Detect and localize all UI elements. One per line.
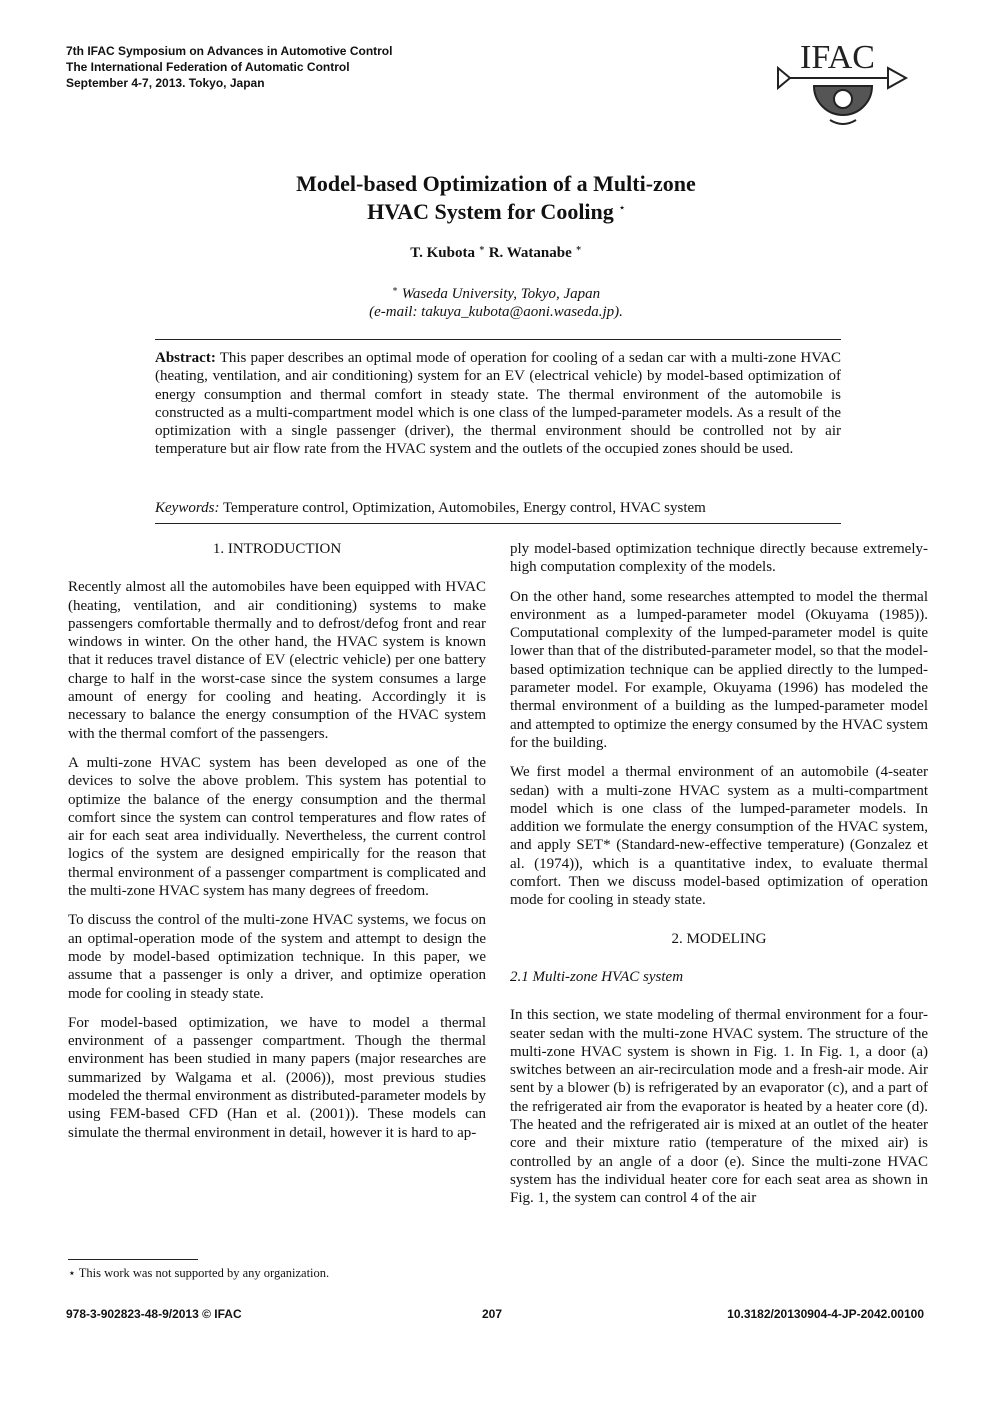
footnote-mark: ⋆ (68, 1266, 76, 1280)
footnote (68, 1265, 329, 1281)
keywords-bottom-rule (155, 523, 841, 524)
footnote-rule (68, 1259, 198, 1260)
paragraph: On the other hand, some researches attempted to model the thermal environment as a lumped-parameter model (Okuyama (1985)). Computational complexity of the lumped-parameter model is quite lower than that of the distributed-parameter model, so that the model-based optimization technique can be applied directly to the lumped-parameter model. For example, Okuyama (1996) has modeled the thermal environment of a building as the lumped-parameter model and attempted to optimize the energy consumed by the HVAC system for the building. (510, 588, 928, 751)
affiliation-email: (e-mail: takuya_kubota@aoni.waseda.jp). (369, 304, 623, 320)
abstract-label: Abstract: (155, 350, 216, 366)
paragraph: To discuss the control of the multi-zone HVAC systems, we focus on an optimal-operation mode of the system and attempt to design the mode by model-based optimization technique. In this paper, we assume that a passenger is only a driver, and optimize operation mode for cooling in steady state. (68, 912, 486, 1002)
paragraph: ply model-based optimization technique directly because extremely-high computation complexity of the models. (510, 541, 928, 576)
subsection-heading: 2.1 Multi-zone HVAC system (510, 968, 684, 985)
abstract-text: This paper describes an optimal mode of operation for cooling of a sedan car with a multi-zone HVAC (heating, ventilation, and air conditioning) system for an EV (electrical vehicle) by model-based optimization of energy consumption and thermal comfort in steady state. The thermal environment of the automobile is constructed as a multi-compartment model which is one class of the lumped-parameter models. As a result of the optimization with a single passenger (driver), the thermal environment should be controlled not by air temperature but air flow rate from the HVAC system and the outlets of the occupied zones should be used. (155, 350, 841, 458)
ifac-logo-text: IFAC (800, 39, 875, 76)
title-line-1: Model-based Optimization of a Multi-zone (296, 171, 696, 196)
abstract (155, 349, 841, 459)
affiliation-mark: ∗ (391, 284, 398, 294)
header-line-3: September 4-7, 2013. Tokyo, Japan (66, 76, 265, 90)
paragraph: We first model a thermal environment of an automobile (4-seater sedan) with a multi-zone HVAC system as a multi-compartment model which is one class of the lumped-parameter models. In addition we formulate the energy consumption of the HVAC system, and apply SET* (Standard-new-effective temperature) (Gonzalez et al. (1974)), which is a quantitative index, to evaluate thermal comfort. Then we discuss model-based optimization of operation mode for cooling in steady state. (510, 764, 928, 909)
header-line-1: 7th IFAC Symposium on Advances in Automotive Control (66, 44, 393, 58)
paragraph: In this section, we state modeling of thermal environment for a four-seater sedan with the multi-zone HVAC system. The structure of the multi-zone HVAC system is shown in Fig. 1. In Fig. 1, a door (a) switches between an air-recirculation mode and a fresh-air mode. Air sent by a blower (b) is refrigerated by an evaporator (c), and a part of the refrigerated air from the evaporator is heated by a heater core (d). The heated and the refrigerated air is mixed at an outlet of the heater core and their mixture ratio (temperature of the mixed air) is controlled by an angle of a door (e). Since the multi-zone HVAC system has the individual heater core for each seat area as shown in Fig. 1, the system can control 4 of the air (510, 1007, 928, 1207)
footer-doi: 10.3182/20130904-4-JP-2042.00100 (727, 1307, 924, 1321)
section-heading-modeling: 2. MODELING (671, 930, 767, 947)
keywords-text: Temperature control, Optimization, Automobiles, Energy control, HVAC system (222, 500, 706, 516)
paper-title (0, 170, 992, 226)
footer-page-number: 207 (482, 1307, 503, 1321)
title-star-mark: ⋆ (619, 202, 625, 213)
abstract-top-rule (155, 339, 841, 340)
authors (0, 245, 992, 262)
ifac-logo (776, 38, 910, 130)
footnote-text: This work was not supported by any organization. (78, 1266, 330, 1280)
author-2-mark: ∗ (575, 243, 582, 253)
paragraph: For model-based optimization, we have to model a thermal environment of a passenger compartment. Though the thermal environment has been studied in many papers (major researches are summarized by Walgama et al. (2006)), most previous studies modeled the thermal environment as distributed-parameter models by using FEM-based CFD (Han et al. (2001)). These models can simulate the thermal environment in detail, however it is hard to ap- (68, 1014, 486, 1141)
affiliation (0, 285, 992, 321)
paragraph: A multi-zone HVAC system has been developed as one of the devices to solve the above problem. This system has potential to optimize the balance of the energy consumption and the thermal comfort since the system can control temperatures and flow rates of air for each seat area individually. Nevertheless, the current control logics of the system are designed empirically for the reason that thermal environment of a passenger compartment is complicated and the multi-zone HVAC system has many degrees of freedom. (68, 754, 486, 900)
footer-isbn: 978-3-902823-48-9/2013 © IFAC (66, 1307, 242, 1321)
header-line-2: The International Federation of Automatic Control (66, 60, 350, 74)
affiliation-line-1: Waseda University, Tokyo, Japan (401, 286, 601, 302)
keywords (155, 500, 841, 517)
right-column (510, 540, 928, 1219)
conference-header (66, 43, 392, 91)
author-1: T. Kubota (410, 245, 475, 261)
title-line-2: HVAC System for Cooling ⋆ (367, 199, 625, 224)
left-column (68, 540, 486, 1153)
author-1-mark: ∗ (478, 243, 485, 253)
paragraph: Recently almost all the automobiles have been equipped with HVAC (heating, ventilation, and air conditioning) systems to make passengers comfortable thermally and to defrost/defog front and rear windows in winter. On the other hand, the HVAC system is known that it reduces travel distance of EV (electric vehicle) per one battery charge to half in the worst-case since the system consumes a large amount of energy for cooling and heating. Accordingly it is necessary to balance the energy consumption of the HVAC system with the thermal comfort of the passengers. (68, 579, 486, 742)
keywords-label: Keywords: (155, 500, 220, 516)
author-2: R. Watanabe (488, 245, 572, 261)
section-heading-introduction: 1. INTRODUCTION (212, 541, 342, 557)
